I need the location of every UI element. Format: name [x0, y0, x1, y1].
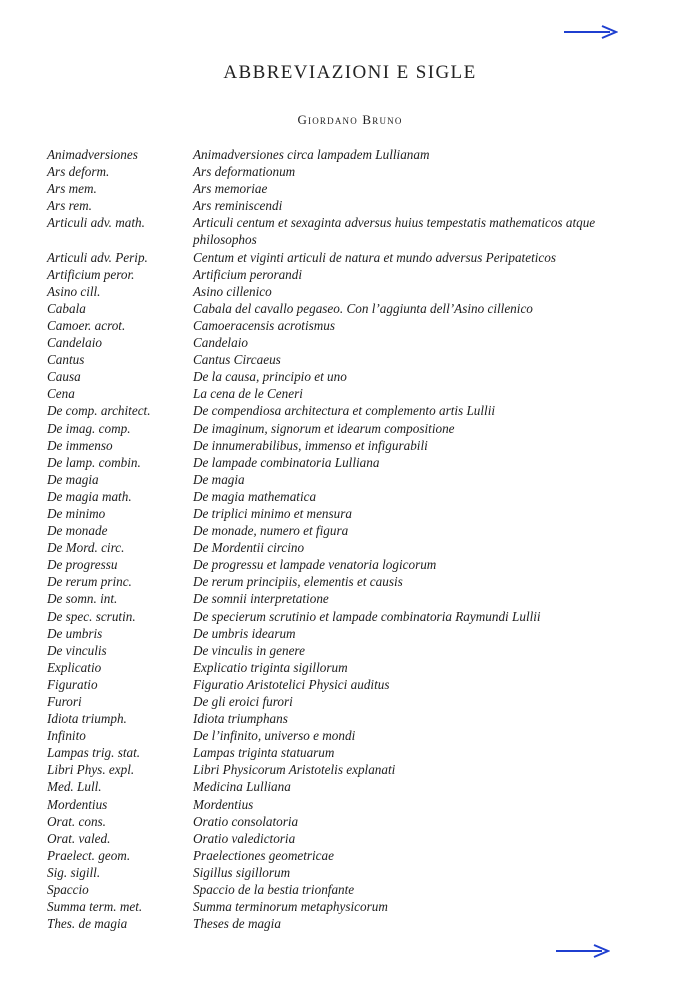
list-item	[47, 642, 647, 659]
full-title: De somnii interpretatione	[193, 591, 329, 607]
full-title: Ars reminiscendi	[193, 198, 283, 214]
abbreviation: Orat. cons.	[47, 813, 106, 829]
full-title: De rerum principiis, elementis et causis	[193, 574, 403, 590]
abbreviation: De somn. int.	[47, 591, 118, 607]
abbreviation: Med. Lull.	[47, 779, 102, 795]
abbreviation: Ars mem.	[47, 181, 97, 197]
full-title: Sigillus sigillorum	[193, 864, 291, 880]
full-title: Libri Physicorum Aristotelis explanati	[193, 762, 396, 778]
list-item	[47, 488, 647, 505]
full-title: De magia mathematica	[193, 488, 317, 504]
abbreviation: Orat. valed.	[47, 830, 111, 846]
list-item	[47, 522, 647, 539]
abbreviation: Furori	[47, 694, 82, 709]
section-subtitle: Giordano Bruno	[297, 112, 403, 127]
list-item	[47, 676, 647, 693]
full-title: De progressu et lampade venatoria logicorum	[193, 557, 437, 573]
full-title: Camoeracensis acrotismus	[193, 317, 336, 333]
list-item	[47, 471, 647, 488]
full-title: Oratio valedictoria	[193, 830, 296, 846]
list-item	[47, 881, 647, 898]
abbreviation: Animadversiones	[47, 147, 138, 162]
list-item	[47, 214, 647, 248]
full-title: Asino cillenico	[193, 283, 272, 299]
abbreviation: Infinito	[47, 728, 86, 744]
full-title: De magia	[193, 471, 245, 487]
list-item	[47, 625, 647, 642]
abbreviation: De lamp. combin.	[47, 454, 141, 470]
list-item	[47, 710, 647, 727]
list-item	[47, 556, 647, 573]
full-title: De umbris idearum	[193, 625, 296, 641]
full-title: De lampade combinatoria Lulliana	[193, 454, 380, 470]
full-title: Lampas triginta statuarum	[193, 745, 335, 761]
abbreviation: Idiota triumph.	[47, 711, 127, 727]
full-title: Centum et viginti articuli de natura et mundo adversus Peripateticos	[193, 249, 556, 265]
abbreviation: Thes. de magia	[47, 916, 128, 932]
full-title: Spaccio de la bestia trionfante	[193, 882, 355, 898]
list-item	[47, 351, 647, 368]
list-item	[47, 163, 647, 180]
abbreviation: Articuli adv. Perip.	[47, 249, 148, 265]
full-title: Theses de magia	[193, 916, 281, 932]
full-title: De l’infinito, universo e mondi	[193, 728, 356, 744]
list-item	[47, 505, 647, 522]
abbreviation: Sig. sigill.	[47, 864, 101, 880]
full-title: De la causa, principio et uno	[193, 369, 347, 385]
abbreviation: De progressu	[47, 557, 118, 573]
abbreviation: Summa term. met.	[47, 899, 143, 915]
abbreviation: De vinculis	[47, 642, 107, 658]
abbreviation: Cena	[47, 386, 75, 402]
full-title: De imaginum, signorum et idearum compositione	[193, 420, 455, 436]
abbreviation: Camoer. acrot.	[47, 317, 126, 333]
full-title: De vinculis in genere	[193, 642, 305, 658]
list-item	[47, 847, 647, 864]
list-item	[47, 590, 647, 607]
full-title: Articuli centum et sexaginta adversus huius tempestatis mathematicos atque philosophos	[193, 215, 596, 248]
full-title: Animadversiones circa lampadem Lullianam	[193, 147, 430, 162]
list-item	[47, 454, 647, 471]
abbreviation: Libri Phys. expl.	[47, 762, 135, 778]
list-item	[47, 437, 647, 454]
full-title: Mordentius	[193, 796, 254, 812]
full-title: De compendiosa architectura et complemento artis Lullii	[193, 403, 496, 419]
full-title: Ars memoriae	[193, 181, 268, 197]
next-page-arrow-icon-bottom[interactable]	[556, 944, 610, 958]
page-title: ABBREVIAZIONI E SIGLE	[223, 62, 477, 83]
abbreviation: Explicatio	[47, 659, 102, 675]
full-title: Oratio consolatoria	[193, 813, 299, 829]
full-title: Explicatio triginta sigillorum	[193, 659, 348, 675]
abbreviation: De magia	[47, 471, 99, 487]
list-item	[47, 402, 647, 419]
list-item	[47, 864, 647, 881]
list-item	[47, 573, 647, 590]
list-item	[47, 659, 647, 676]
full-title: Cabala del cavallo pegaseo. Con l’aggiunta dell’Asino cillenico	[193, 300, 533, 316]
full-title: Summa terminorum metaphysicorum	[193, 899, 388, 915]
list-item	[47, 778, 647, 795]
abbreviation: De minimo	[47, 505, 106, 521]
abbreviation: Causa	[47, 369, 81, 385]
list-item	[47, 300, 647, 317]
abbreviation: Figuratio	[47, 676, 98, 692]
full-title: Ars deformationum	[193, 164, 296, 180]
abbreviation: Articuli adv. math.	[47, 215, 145, 231]
abbreviation: De comp. architect.	[47, 403, 151, 419]
next-page-arrow-icon[interactable]	[564, 25, 618, 39]
full-title: De triplici minimo et mensura	[193, 505, 352, 521]
abbreviation: Artificium peror.	[47, 266, 135, 282]
full-title: Praelectiones geometricae	[193, 847, 334, 863]
list-item	[47, 744, 647, 761]
list-item	[47, 608, 647, 625]
abbreviation: De monade	[47, 523, 108, 539]
list-item	[47, 197, 647, 214]
abbreviation: Ars rem.	[47, 198, 92, 214]
list-item	[47, 898, 647, 915]
full-title: Cantus Circaeus	[193, 352, 281, 368]
list-item	[47, 420, 647, 437]
abbreviation: De spec. scrutin.	[47, 608, 136, 624]
abbreviation: Lampas trig. stat.	[47, 745, 141, 761]
list-item	[47, 283, 647, 300]
full-title: La cena de le Ceneri	[193, 386, 303, 402]
list-item	[47, 727, 647, 744]
full-title: Idiota triumphans	[193, 711, 288, 727]
list-item	[47, 796, 647, 813]
list-item	[47, 813, 647, 830]
abbreviation: Mordentius	[47, 796, 108, 812]
abbreviation: De immenso	[47, 437, 113, 453]
list-item	[47, 385, 647, 402]
full-title: De specierum scrutinio et lampade combinatoria Raymundi Lullii	[193, 608, 541, 624]
abbreviation: Spaccio	[47, 882, 89, 898]
full-title: De gli eroici furori	[193, 694, 293, 709]
list-item	[47, 266, 647, 283]
full-title: Figuratio Aristotelici Physici auditus	[193, 676, 390, 692]
full-title: De innumerabilibus, immenso et infigurabili	[193, 437, 428, 453]
full-title: De Mordentii circino	[193, 540, 305, 556]
abbreviation: De Mord. circ.	[47, 540, 125, 556]
abbreviation: De imag. comp.	[47, 420, 131, 436]
list-item	[47, 830, 647, 847]
full-title: Artificium perorandi	[193, 266, 303, 282]
abbreviation: Cabala	[47, 300, 86, 316]
abbreviation: Cantus	[47, 352, 85, 368]
full-title: Candelaio	[193, 335, 248, 351]
list-item	[47, 761, 647, 778]
list-item	[47, 317, 647, 334]
list-item	[47, 539, 647, 556]
abbreviation: Candelaio	[47, 335, 102, 351]
abbreviation: De umbris	[47, 625, 103, 641]
list-item	[47, 249, 647, 266]
list-item	[47, 180, 647, 197]
abbreviation: Praelect. geom.	[47, 847, 131, 863]
abbreviation-list	[47, 146, 647, 932]
abbreviation: Ars deform.	[47, 164, 110, 180]
abbreviation: De rerum princ.	[47, 574, 132, 590]
abbreviation: Asino cill.	[47, 283, 101, 299]
full-title: De monade, numero et figura	[193, 523, 349, 539]
list-item	[47, 368, 647, 385]
list-item	[47, 334, 647, 351]
abbreviation: De magia math.	[47, 488, 132, 504]
list-item	[47, 693, 647, 710]
list-item	[47, 915, 647, 932]
full-title: Medicina Lulliana	[193, 779, 291, 795]
list-item	[47, 146, 647, 163]
